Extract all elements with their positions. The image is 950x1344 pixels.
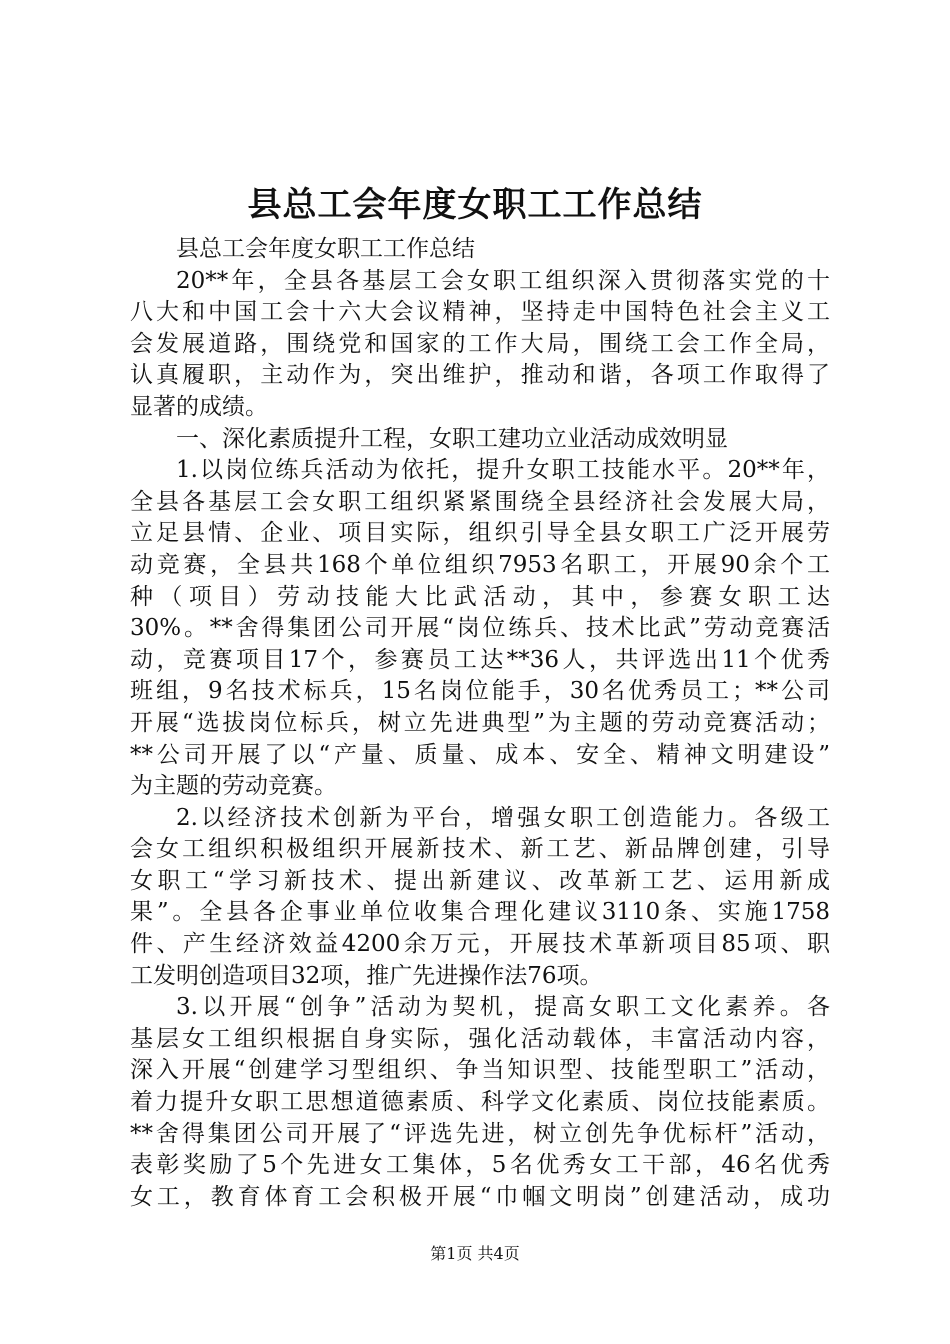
page-footer: 第1页 共4页 (430, 1244, 520, 1263)
paragraph-line: 会女工组织积极组织开展新技术、新工艺、新品牌创建，引导 (130, 836, 830, 863)
paragraph-line: 动，竞赛项目17个，参赛员工达**36人，共评选出11个优秀 (130, 646, 830, 673)
paragraph-line: 果”。全县各企事业单位收集合理化建议3110条、实施1758 (130, 899, 830, 926)
paragraph-line: 立足县情、企业、项目实际，组织引导全县女职工广泛开展劳 (130, 520, 830, 547)
paragraph-line: 动竞赛，全县共168个单位组织7953名职工，开展90余个工 (130, 551, 830, 578)
document-body (130, 234, 830, 1213)
paragraph-line: 全县各基层工会女职工组织紧紧围绕全县经济社会发展大局， (130, 488, 830, 515)
section-heading: 一、深化素质提升工程，女职工建功立业活动成效明显 (176, 425, 728, 452)
paragraph-line: 30%。**舍得集团公司开展“岗位练兵、技术比武”劳动竞赛活 (130, 615, 830, 642)
paragraph-line: 认真履职，主动作为，突出维护，推动和谐，各项工作取得了 (130, 362, 830, 389)
paragraph-line: 显著的成绩。 (130, 393, 268, 420)
paragraph-line: 女工，教育体育工会积极开展“巾帼文明岗”创建活动，成功 (130, 1183, 830, 1210)
paragraph-line: 县总工会年度女职工工作总结 (176, 236, 475, 262)
paragraph-line: 着力提升女职工思想道德素质、科学文化素质、岗位技能素质。 (130, 1089, 830, 1116)
paragraph-line: 会发展道路，围绕党和国家的工作大局，围绕工会工作全局， (130, 330, 830, 357)
paragraph-line: 种（项目）劳动技能大比武活动，其中，参赛女职工达 (130, 583, 830, 610)
paragraph-line: 开展“选拔岗位标兵，树立先进典型”为主题的劳动竞赛活动； (130, 709, 830, 736)
paragraph-line: 件、产生经济效益4200余万元，开展技术革新项目85项、职 (130, 931, 830, 958)
paragraph-line: 八大和中国工会十六大会议精神，坚持走中国特色社会主义工 (130, 299, 830, 326)
paragraph-line: 表彰奖励了5个先进女工集体，5名优秀女工干部，46名优秀 (130, 1152, 830, 1179)
document-title: 县总工会年度女职工工作总结 (247, 185, 703, 225)
paragraph-line: 深入开展“创建学习型组织、争当知识型、技能型职工”活动， (130, 1057, 830, 1084)
paragraph-line: **公司开展了以“产量、质量、成本、安全、精神文明建设” (130, 741, 830, 768)
paragraph-line: **舍得集团公司开展了“评选先进，树立创先争优标杆”活动， (130, 1120, 830, 1147)
paragraph-line: 为主题的劳动竞赛。 (130, 773, 337, 800)
paragraph-line: 20**年，全县各基层工会女职工组织深入贯彻落实党的十 (176, 267, 830, 294)
paragraph-line: 1.以岗位练兵活动为依托，提升女职工技能水平。20**年， (176, 457, 830, 484)
paragraph-line: 班组，9名技术标兵，15名岗位能手，30名优秀员工；**公司 (130, 678, 830, 705)
paragraph-line: 3.以开展“创争”活动为契机，提高女职工文化素养。各 (176, 994, 830, 1021)
paragraph-line: 2.以经济技术创新为平台，增强女职工创造能力。各级工 (176, 804, 830, 831)
paragraph-line: 基层女工组织根据自身实际，强化活动载体，丰富活动内容， (130, 1025, 830, 1052)
paragraph-line: 工发明创造项目32项，推广先进操作法76项。 (130, 962, 603, 989)
paragraph-line: 女职工“学习新技术、提出新建议、改革新工艺、运用新成 (130, 867, 830, 894)
